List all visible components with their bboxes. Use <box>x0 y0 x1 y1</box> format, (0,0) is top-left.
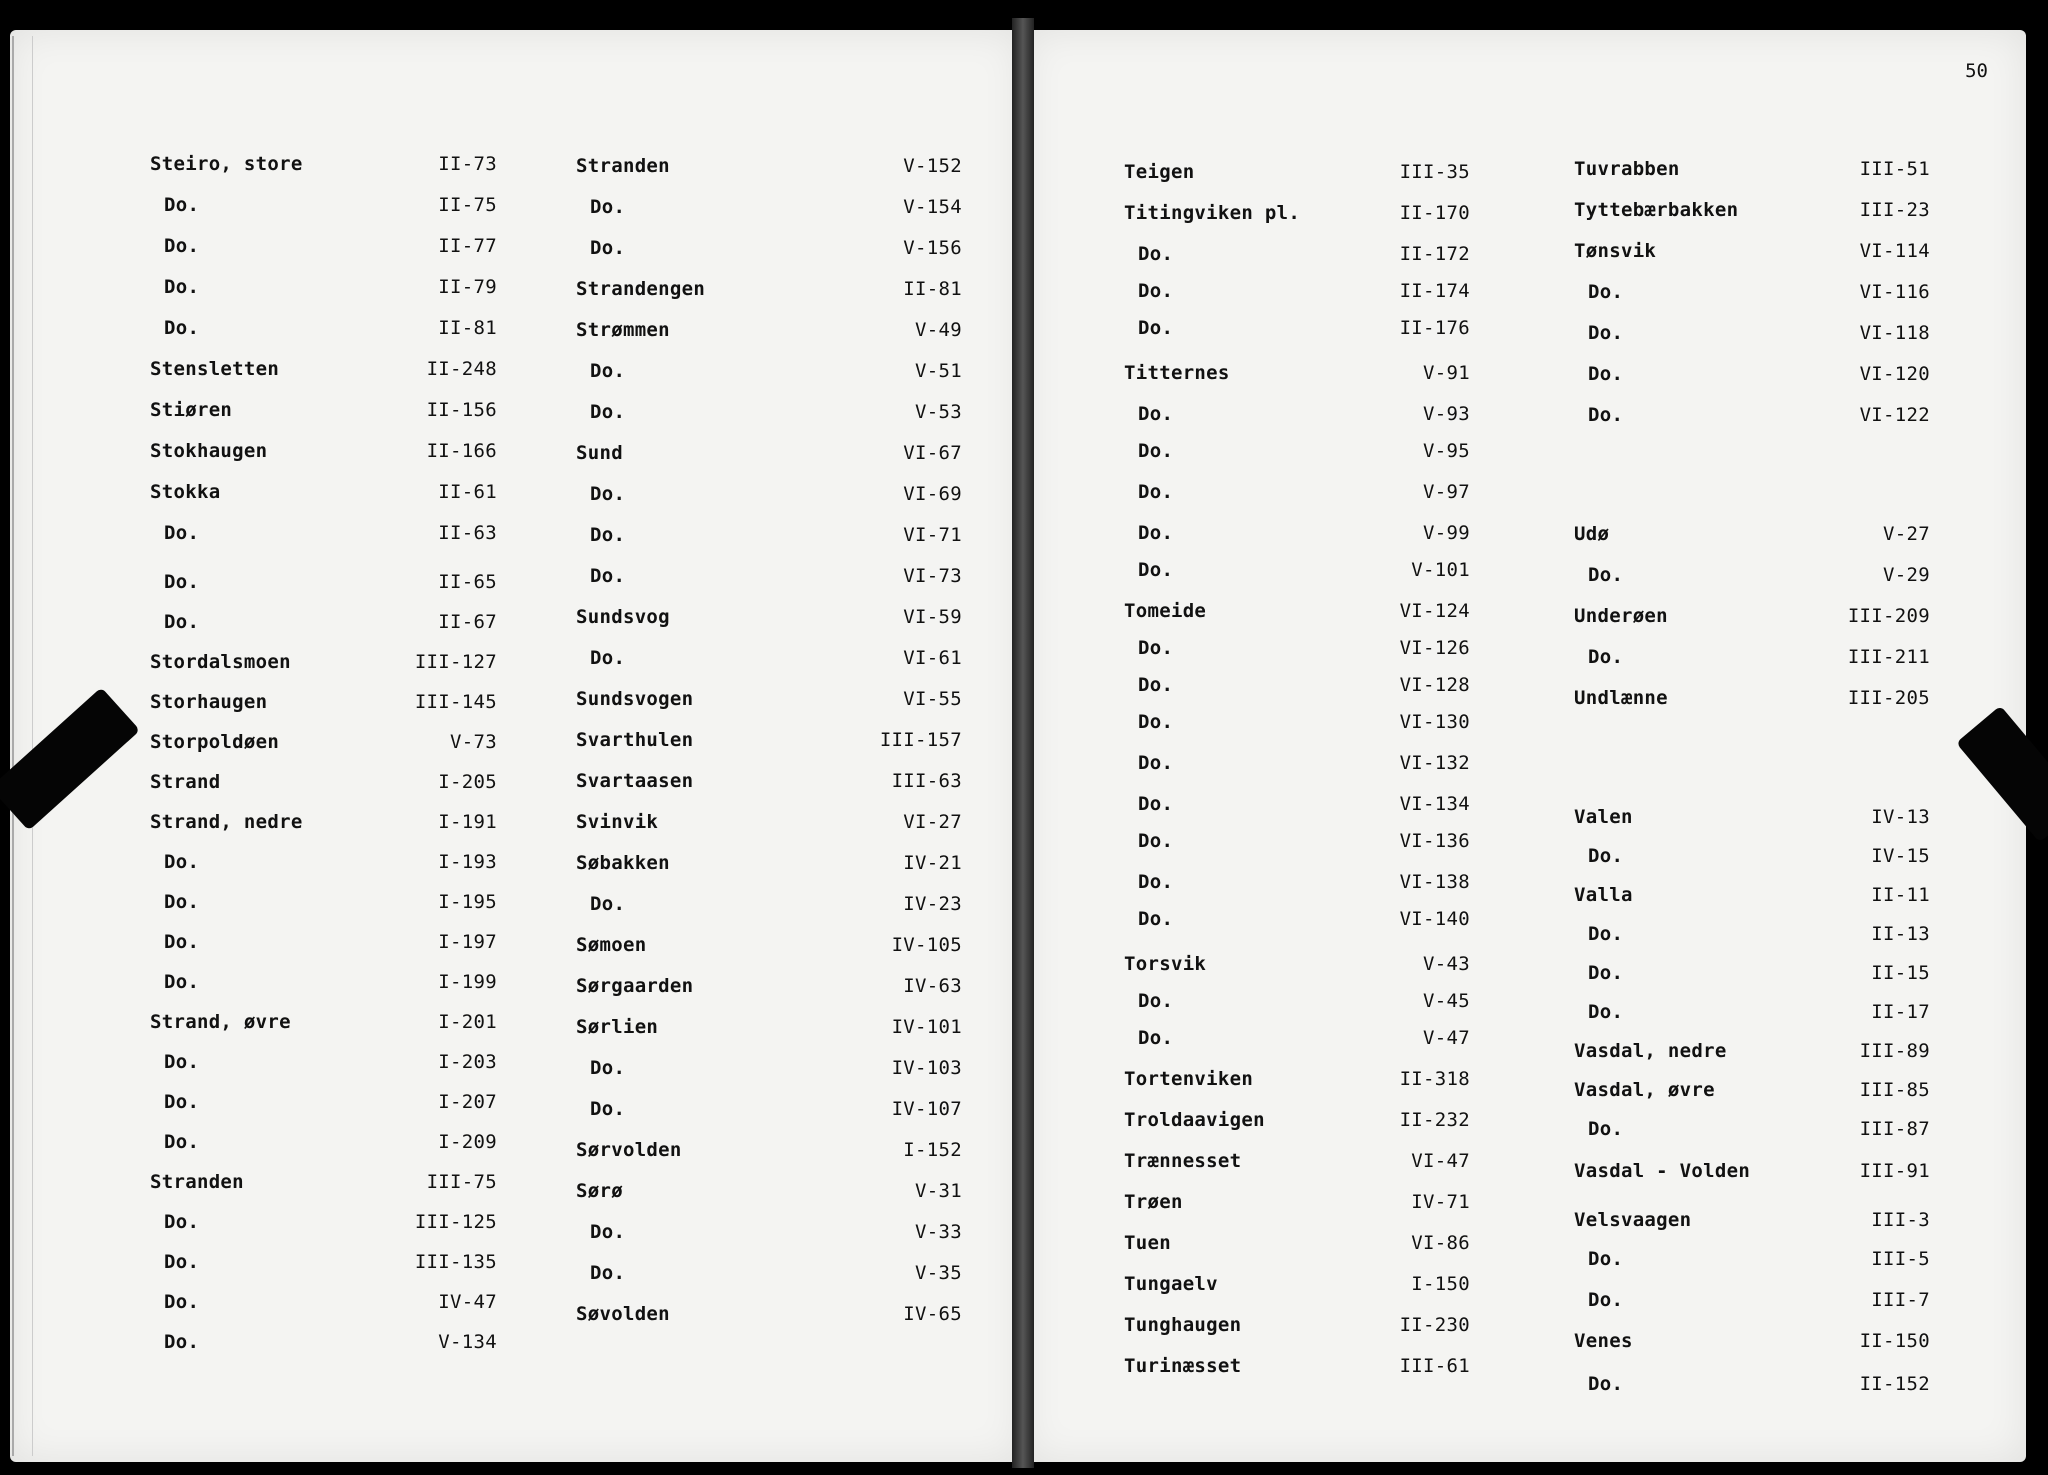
entry-reference: VI-71 <box>903 524 962 546</box>
entry-reference: II-150 <box>1859 1330 1930 1352</box>
entry-name: Do. <box>164 276 200 298</box>
entry-name: Do. <box>590 360 626 382</box>
entry-name: Do. <box>1138 440 1174 462</box>
entry-name: Strand <box>150 771 221 793</box>
entry-name: Do. <box>1588 845 1624 867</box>
entry-reference: II-17 <box>1871 1001 1930 1023</box>
entry-reference: II-75 <box>438 194 497 216</box>
entry-reference: VI-136 <box>1399 830 1470 852</box>
entry-reference: I-201 <box>438 1011 497 1033</box>
entry-name: Do. <box>164 1251 200 1273</box>
entry-name: Do. <box>1138 243 1174 265</box>
entry-name: Do. <box>590 237 626 259</box>
entry-reference: II-156 <box>426 399 497 421</box>
entry-name: Do. <box>164 1051 200 1073</box>
entry-reference: III-85 <box>1859 1079 1930 1101</box>
entry-name: Sømoen <box>576 934 647 956</box>
entry-name: Do. <box>1138 403 1174 425</box>
entry-name: Sundsvogen <box>576 688 694 710</box>
entry-name: Storhaugen <box>150 691 268 713</box>
entry-name: Velsvaagen <box>1574 1209 1692 1231</box>
entry-name: Trænnesset <box>1124 1150 1242 1172</box>
entry-reference: V-156 <box>903 237 962 259</box>
entry-reference: III-3 <box>1871 1209 1930 1231</box>
entry-reference: III-125 <box>414 1211 497 1233</box>
page-number: 50 <box>1965 60 1988 82</box>
entry-reference: III-91 <box>1859 1160 1930 1182</box>
entry-reference: VI-140 <box>1399 908 1470 930</box>
entry-name: Turinæsset <box>1124 1355 1242 1377</box>
entry-name: Do. <box>164 1091 200 1113</box>
entry-reference: V-154 <box>903 196 962 218</box>
entry-name: Stranden <box>576 155 670 177</box>
entry-reference: III-5 <box>1871 1248 1930 1270</box>
entry-reference: III-157 <box>879 729 962 751</box>
entry-reference: III-61 <box>1399 1355 1470 1377</box>
entry-name: Steiro, store <box>150 153 303 175</box>
entry-reference: I-197 <box>438 931 497 953</box>
entry-name: Tunghaugen <box>1124 1314 1242 1336</box>
entry-reference: IV-101 <box>891 1016 962 1038</box>
entry-name: Do. <box>1588 322 1624 344</box>
entry-name: Sørvolden <box>576 1139 682 1161</box>
entry-name: Do. <box>1138 830 1174 852</box>
entry-name: Do. <box>164 1331 200 1353</box>
entry-reference: V-73 <box>450 731 497 753</box>
entry-name: Teigen <box>1124 161 1195 183</box>
entry-name: Vasdal, øvre <box>1574 1079 1715 1101</box>
entry-reference: II-65 <box>438 571 497 593</box>
entry-reference: VI-134 <box>1399 793 1470 815</box>
entry-reference: VI-132 <box>1399 752 1470 774</box>
entry-reference: IV-71 <box>1411 1191 1470 1213</box>
entry-name: Tuen <box>1124 1232 1171 1254</box>
entry-reference: IV-21 <box>903 852 962 874</box>
entry-reference: IV-103 <box>891 1057 962 1079</box>
entry-reference: VI-116 <box>1859 281 1930 303</box>
entry-reference: VI-138 <box>1399 871 1470 893</box>
entry-name: Do. <box>590 196 626 218</box>
entry-reference: VI-55 <box>903 688 962 710</box>
entry-name: Udø <box>1574 523 1610 545</box>
entry-name: Sørgaarden <box>576 975 694 997</box>
entry-reference: II-11 <box>1871 884 1930 906</box>
entry-reference: IV-13 <box>1871 806 1930 828</box>
entry-name: Do. <box>590 565 626 587</box>
entry-reference: I-205 <box>438 771 497 793</box>
entry-name: Do. <box>1588 1289 1624 1311</box>
entry-name: Venes <box>1574 1330 1633 1352</box>
entry-name: Stokhaugen <box>150 440 268 462</box>
entry-reference: IV-23 <box>903 893 962 915</box>
entry-name: Do. <box>590 1221 626 1243</box>
entry-reference: VI-122 <box>1859 404 1930 426</box>
entry-reference: III-205 <box>1847 687 1930 709</box>
entry-reference: II-174 <box>1399 280 1470 302</box>
entry-name: Do. <box>164 194 200 216</box>
entry-reference: III-87 <box>1859 1118 1930 1140</box>
entry-name: Do. <box>164 1211 200 1233</box>
entry-reference: VI-67 <box>903 442 962 464</box>
entry-reference: V-101 <box>1411 559 1470 581</box>
entry-reference: II-248 <box>426 358 497 380</box>
entry-name: Stensletten <box>150 358 280 380</box>
entry-reference: III-23 <box>1859 199 1930 221</box>
entry-reference: VI-120 <box>1859 363 1930 385</box>
entry-reference: VI-114 <box>1859 240 1930 262</box>
entry-reference: V-33 <box>915 1221 962 1243</box>
entry-reference: I-199 <box>438 971 497 993</box>
entry-reference: III-75 <box>426 1171 497 1193</box>
entry-reference: VI-118 <box>1859 322 1930 344</box>
entry-reference: V-152 <box>903 155 962 177</box>
entry-name: Do. <box>1138 1027 1174 1049</box>
entry-reference: VI-59 <box>903 606 962 628</box>
entry-reference: IV-105 <box>891 934 962 956</box>
entry-name: Storpoldøen <box>150 731 280 753</box>
entry-name: Do. <box>164 1131 200 1153</box>
entry-reference: I-209 <box>438 1131 497 1153</box>
entry-name: Tønsvik <box>1574 240 1657 262</box>
entry-name: Stokka <box>150 481 221 503</box>
entry-name: Do. <box>590 1057 626 1079</box>
entry-reference: VI-128 <box>1399 674 1470 696</box>
entry-name: Titingviken pl. <box>1124 202 1301 224</box>
entry-reference: III-211 <box>1847 646 1930 668</box>
entry-name: Do. <box>590 893 626 915</box>
entry-name: Sundsvog <box>576 606 670 628</box>
entry-name: Vasdal - Volden <box>1574 1160 1751 1182</box>
entry-name: Do. <box>1588 646 1624 668</box>
entry-reference: VI-27 <box>903 811 962 833</box>
entry-reference: III-35 <box>1399 161 1470 183</box>
entry-reference: VI-126 <box>1399 637 1470 659</box>
entry-name: Do. <box>1588 1001 1624 1023</box>
entry-name: Søvolden <box>576 1303 670 1325</box>
entry-name: Do. <box>1138 793 1174 815</box>
entry-name: Stiøren <box>150 399 233 421</box>
entry-reference: IV-15 <box>1871 845 1930 867</box>
entry-reference: IV-65 <box>903 1303 962 1325</box>
entry-name: Do. <box>1138 522 1174 544</box>
entry-name: Do. <box>1588 281 1624 303</box>
entry-reference: IV-47 <box>438 1291 497 1313</box>
entry-name: Valen <box>1574 806 1633 828</box>
entry-reference: V-134 <box>438 1331 497 1353</box>
entry-name: Do. <box>1138 990 1174 1012</box>
entry-reference: VI-69 <box>903 483 962 505</box>
entry-reference: II-67 <box>438 611 497 633</box>
entry-reference: III-135 <box>414 1251 497 1273</box>
entry-reference: I-203 <box>438 1051 497 1073</box>
entry-reference: II-79 <box>438 276 497 298</box>
entry-reference: I-191 <box>438 811 497 833</box>
entry-reference: II-166 <box>426 440 497 462</box>
entry-reference: II-232 <box>1399 1109 1470 1131</box>
entry-reference: VI-47 <box>1411 1150 1470 1172</box>
entry-reference: V-45 <box>1423 990 1470 1012</box>
entry-reference: VI-124 <box>1399 600 1470 622</box>
entry-reference: V-35 <box>915 1262 962 1284</box>
entry-name: Do. <box>164 851 200 873</box>
entry-name: Do. <box>1138 481 1174 503</box>
entry-name: Tuvrabben <box>1574 158 1680 180</box>
entry-name: Troldaavigen <box>1124 1109 1265 1131</box>
entry-name: Do. <box>164 1291 200 1313</box>
entry-reference: II-13 <box>1871 923 1930 945</box>
entry-reference: V-43 <box>1423 953 1470 975</box>
entry-name: Tomeide <box>1124 600 1207 622</box>
entry-name: Stranden <box>150 1171 244 1193</box>
entry-name: Torsvik <box>1124 953 1207 975</box>
entry-name: Do. <box>164 931 200 953</box>
entry-name: Underøen <box>1574 605 1668 627</box>
entry-name: Undlænne <box>1574 687 1668 709</box>
entry-name: Do. <box>1138 871 1174 893</box>
entry-reference: III-51 <box>1859 158 1930 180</box>
entry-reference: V-95 <box>1423 440 1470 462</box>
entry-reference: V-93 <box>1423 403 1470 425</box>
entry-name: Trøen <box>1124 1191 1183 1213</box>
entry-name: Do. <box>1138 752 1174 774</box>
entry-name: Svinvik <box>576 811 659 833</box>
entry-name: Do. <box>1588 363 1624 385</box>
entry-reference: VI-73 <box>903 565 962 587</box>
entry-name: Do. <box>1138 908 1174 930</box>
entry-reference: II-152 <box>1859 1373 1930 1395</box>
entry-reference: IV-63 <box>903 975 962 997</box>
entry-name: Vasdal, nedre <box>1574 1040 1727 1062</box>
entry-name: Strømmen <box>576 319 670 341</box>
entry-name: Do. <box>590 483 626 505</box>
entry-name: Valla <box>1574 884 1633 906</box>
entry-reference: II-15 <box>1871 962 1930 984</box>
entry-reference: III-127 <box>414 651 497 673</box>
entry-reference: II-81 <box>438 317 497 339</box>
entry-reference: I-195 <box>438 891 497 913</box>
entry-name: Do. <box>164 891 200 913</box>
entry-name: Do. <box>1588 1248 1624 1270</box>
entry-name: Titternes <box>1124 362 1230 384</box>
entry-reference: V-31 <box>915 1180 962 1202</box>
entry-reference: III-63 <box>891 770 962 792</box>
entry-reference: III-209 <box>1847 605 1930 627</box>
entry-reference: I-207 <box>438 1091 497 1113</box>
entry-name: Do. <box>1138 280 1174 302</box>
entry-name: Do. <box>590 1262 626 1284</box>
entry-reference: II-63 <box>438 522 497 544</box>
entry-name: Do. <box>1588 1373 1624 1395</box>
entry-name: Do. <box>1138 711 1174 733</box>
entry-name: Do. <box>1588 404 1624 426</box>
entry-reference: II-61 <box>438 481 497 503</box>
entry-reference: V-27 <box>1883 523 1930 545</box>
entry-name: Søbakken <box>576 852 670 874</box>
entry-reference: V-47 <box>1423 1027 1470 1049</box>
entry-reference: II-176 <box>1399 317 1470 339</box>
entry-reference: VI-130 <box>1399 711 1470 733</box>
entry-name: Tortenviken <box>1124 1068 1254 1090</box>
entry-reference: V-49 <box>915 319 962 341</box>
entry-reference: II-170 <box>1399 202 1470 224</box>
entry-reference: V-91 <box>1423 362 1470 384</box>
entry-name: Strand, øvre <box>150 1011 291 1033</box>
entry-name: Do. <box>590 1098 626 1120</box>
entry-reference: I-193 <box>438 851 497 873</box>
entry-reference: I-152 <box>903 1139 962 1161</box>
entry-reference: II-77 <box>438 235 497 257</box>
book-gutter <box>1012 18 1034 1468</box>
entry-reference: II-230 <box>1399 1314 1470 1336</box>
entry-name: Do. <box>590 524 626 546</box>
entry-name: Do. <box>1588 962 1624 984</box>
entry-name: Tyttebærbakken <box>1574 199 1739 221</box>
entry-name: Do. <box>164 522 200 544</box>
entry-name: Do. <box>1588 1118 1624 1140</box>
entry-reference: V-99 <box>1423 522 1470 544</box>
entry-name: Do. <box>590 401 626 423</box>
entry-name: Do. <box>164 971 200 993</box>
entry-name: Do. <box>590 647 626 669</box>
entry-name: Sørlien <box>576 1016 659 1038</box>
entry-reference: II-81 <box>903 278 962 300</box>
entry-reference: V-53 <box>915 401 962 423</box>
entry-reference: III-7 <box>1871 1289 1930 1311</box>
entry-name: Do. <box>164 235 200 257</box>
entry-name: Svarthulen <box>576 729 694 751</box>
entry-reference: II-172 <box>1399 243 1470 265</box>
entry-reference: VI-86 <box>1411 1232 1470 1254</box>
entry-name: Sund <box>576 442 623 464</box>
entry-reference: V-97 <box>1423 481 1470 503</box>
entry-reference: I-150 <box>1411 1273 1470 1295</box>
entry-name: Tungaelv <box>1124 1273 1218 1295</box>
entry-name: Sørø <box>576 1180 623 1202</box>
entry-reference: III-145 <box>414 691 497 713</box>
entry-name: Svartaasen <box>576 770 694 792</box>
entry-name: Do. <box>164 317 200 339</box>
entry-reference: II-73 <box>438 153 497 175</box>
entry-name: Do. <box>1588 923 1624 945</box>
page-edges <box>12 36 33 1456</box>
entry-name: Do. <box>164 571 200 593</box>
entry-reference: V-29 <box>1883 564 1930 586</box>
entry-name: Strandengen <box>576 278 706 300</box>
entry-reference: V-51 <box>915 360 962 382</box>
entry-reference: IV-107 <box>891 1098 962 1120</box>
entry-reference: VI-61 <box>903 647 962 669</box>
entry-reference: III-89 <box>1859 1040 1930 1062</box>
entry-reference: II-318 <box>1399 1068 1470 1090</box>
entry-name: Do. <box>1138 317 1174 339</box>
entry-name: Do. <box>164 611 200 633</box>
entry-name: Strand, nedre <box>150 811 303 833</box>
entry-name: Do. <box>1138 674 1174 696</box>
entry-name: Do. <box>1138 637 1174 659</box>
entry-name: Do. <box>1138 559 1174 581</box>
entry-name: Do. <box>1588 564 1624 586</box>
entry-name: Stordalsmoen <box>150 651 291 673</box>
